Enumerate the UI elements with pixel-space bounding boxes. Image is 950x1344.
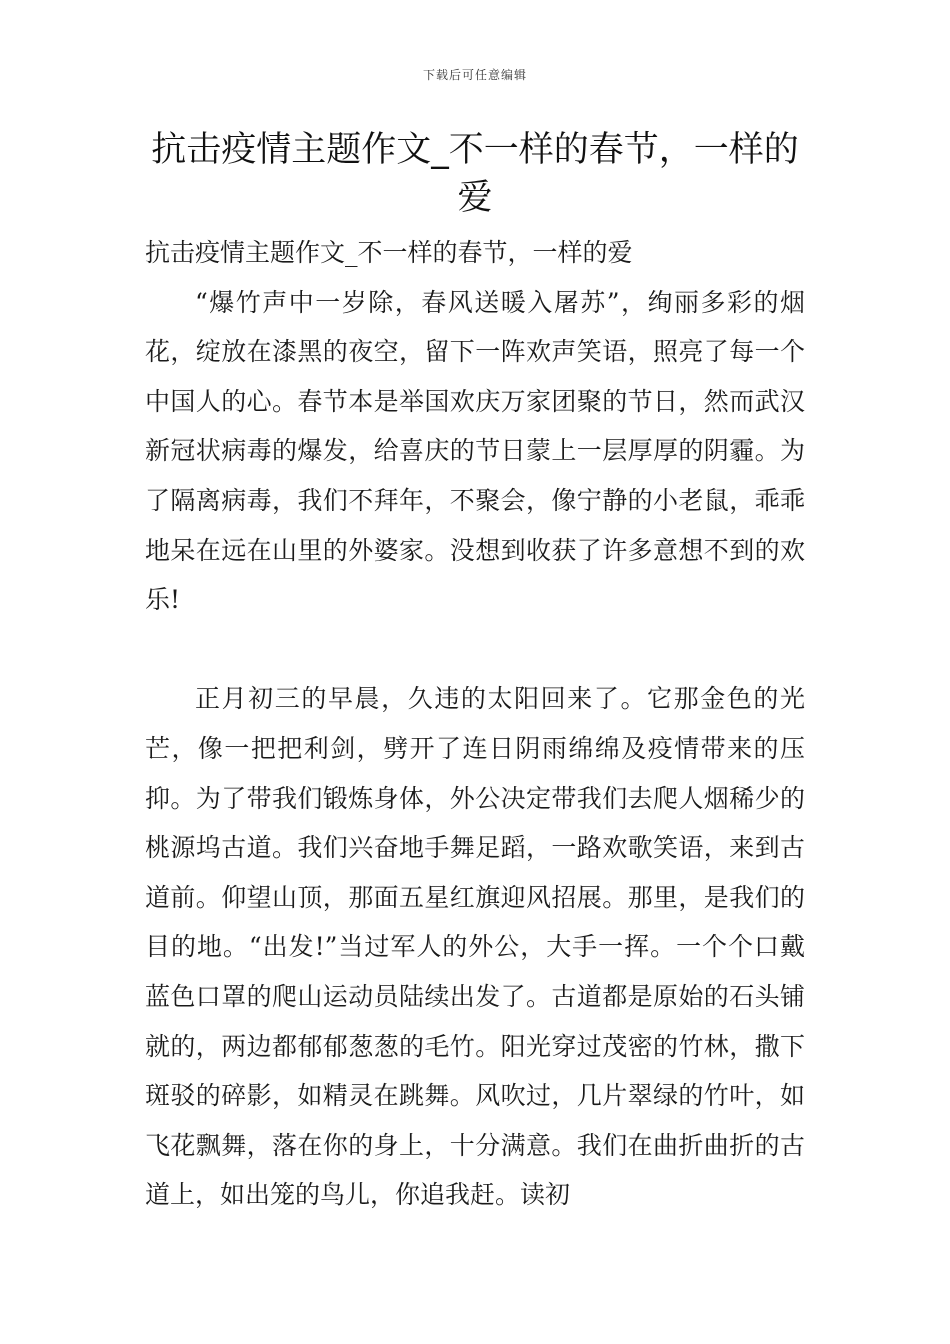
paragraph-spacer [145, 625, 805, 675]
document-body [145, 228, 805, 1220]
document-subtitle: 抗击疫情主题作文_不一样的春节，一样的爱 [145, 238, 633, 267]
document-title: 抗击疫情主题作文_不一样的春节，一样的爱 [151, 130, 799, 218]
paragraph-2: 正月初三的早晨，久违的太阳回来了。它那金色的光芒，像一把把利剑，劈开了连日阴雨绵绵及疫情带来的压抑。为了带我们锻炼身体，外公决定带我们去爬人烟稀少的桃源坞古道。我们兴奋地手舞足蹈，一路欢歌笑语，来到古道前。仰望山顶，那面五星红旗迎风招展。那里，是我们的目的地。“出发!”当过军人的外公，大手一挥。一个个口戴蓝色口罩的爬山运动员陆续出发了。古道都是原始的石头铺就的，两边都郁郁葱葱的毛竹。阳光穿过茂密的竹林，撒下斑驳的碎影，如精灵在跳舞。风吹过，几片翠绿的竹叶，如飞花飘舞，落在你的身上，十分满意。我们在曲折曲折的古道上，如出笼的鸟儿，你追我赶。读初 [145, 684, 805, 1210]
paragraph-1: “爆竹声中一岁除，春风送暖入屠苏”，绚丽多彩的烟花，绽放在漆黑的夜空，留下一阵欢声笑语，照亮了每一个中国人的心。春节本是举国欢庆万家团聚的节日，然而武汉新冠状病毒的爆发，给喜庆的节日蒙上一层厚厚的阴霾。为了隔离病毒，我们不拜年，不聚会，像宁静的小老鼠，乖乖地呆在远在山里的外婆家。没想到收获了许多意想不到的欢乐! [145, 287, 805, 615]
header-note: 下载后可任意编辑 [422, 68, 527, 82]
